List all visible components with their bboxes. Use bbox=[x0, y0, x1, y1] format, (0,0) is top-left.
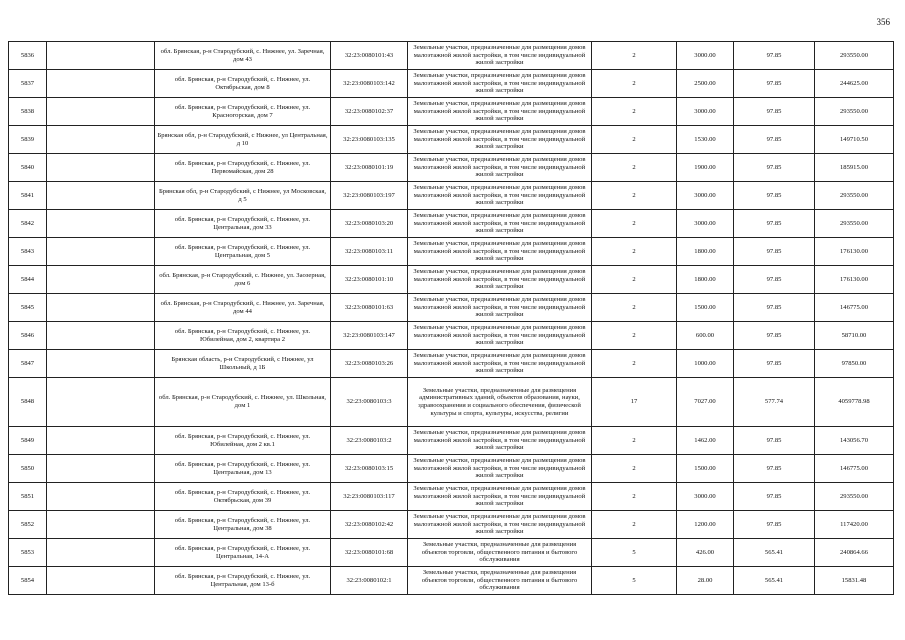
cadastral-number-cell: 32:23:0080102:1 bbox=[331, 567, 408, 595]
address-cell: обл. Брянская, р-н Стародубский, с. Нижнее, ул. Октябрьская, дом 39 bbox=[155, 483, 331, 511]
specific-value-cell: 97.85 bbox=[734, 294, 815, 322]
table-row bbox=[9, 539, 894, 567]
address-cell: обл. Брянская, р-н Стародубский, с. Нижнее, ул. Заречная, дом 43 bbox=[155, 42, 331, 70]
cadastral-value-cell: 244625.00 bbox=[815, 70, 894, 98]
area-cell: 1900.00 bbox=[677, 154, 734, 182]
cadastral-value-cell: 185915.00 bbox=[815, 154, 894, 182]
table-row bbox=[9, 42, 894, 70]
cadastral-value-cell: 146775.00 bbox=[815, 294, 894, 322]
cadastral-number-cell: 32:23:0080103:26 bbox=[331, 350, 408, 378]
table-row bbox=[9, 126, 894, 154]
land-use-cell: Земельные участки, предназначенные для размещения домов малоэтажной жилой застройки, в том числе индивидуальной жилой застройки bbox=[408, 42, 592, 70]
group-code-cell: 2 bbox=[592, 483, 677, 511]
address-cell: обл. Брянская, р-н Стародубский, с. Нижнее, ул. Заречная, дом 44 bbox=[155, 294, 331, 322]
land-use-cell: Земельные участки, предназначенные для размещения домов малоэтажной жилой застройки, в том числе индивидуальной жилой застройки bbox=[408, 126, 592, 154]
row-number: 5852 bbox=[9, 511, 47, 539]
group-code-cell: 2 bbox=[592, 427, 677, 455]
group-code-cell: 2 bbox=[592, 294, 677, 322]
row-number: 5838 bbox=[9, 98, 47, 126]
row-number: 5840 bbox=[9, 154, 47, 182]
area-cell: 3000.00 bbox=[677, 182, 734, 210]
cadastral-number-cell: 32:23:0080103:20 bbox=[331, 210, 408, 238]
table-row bbox=[9, 483, 894, 511]
cadastral-value-cell: 117420.00 bbox=[815, 511, 894, 539]
address-cell: обл. Брянская, р-н Стародубский, с. Нижнее, ул. Октябрьская, дом 8 bbox=[155, 70, 331, 98]
row-number: 5853 bbox=[9, 539, 47, 567]
area-cell: 1530.00 bbox=[677, 126, 734, 154]
specific-value-cell: 97.85 bbox=[734, 42, 815, 70]
cadastral-value-cell: 293550.00 bbox=[815, 483, 894, 511]
cadastral-value-cell: 176130.00 bbox=[815, 238, 894, 266]
area-cell: 1500.00 bbox=[677, 455, 734, 483]
land-use-cell: Земельные участки, предназначенные для размещения домов малоэтажной жилой застройки, в том числе индивидуальной жилой застройки bbox=[408, 455, 592, 483]
specific-value-cell: 97.85 bbox=[734, 455, 815, 483]
table-row bbox=[9, 350, 894, 378]
table-body bbox=[9, 42, 894, 595]
row-number: 5841 bbox=[9, 182, 47, 210]
specific-value-cell: 97.85 bbox=[734, 210, 815, 238]
cadastral-value-cell: 15831.48 bbox=[815, 567, 894, 595]
specific-value-cell: 577.74 bbox=[734, 378, 815, 427]
cadastral-number-cell: 32:23:0080102:37 bbox=[331, 98, 408, 126]
land-use-cell: Земельные участки, предназначенные для размещения домов малоэтажной жилой застройки, в том числе индивидуальной жилой застройки bbox=[408, 427, 592, 455]
group-code-cell: 2 bbox=[592, 455, 677, 483]
cadastral-value-cell: 293550.00 bbox=[815, 98, 894, 126]
address-cell: обл. Брянская, р-н Стародубский, с. Нижнее, ул. Центральная, дом 13-б bbox=[155, 567, 331, 595]
land-use-cell: Земельные участки, предназначенные для размещения домов малоэтажной жилой застройки, в том числе индивидуальной жилой застройки bbox=[408, 350, 592, 378]
empty-cell bbox=[47, 266, 155, 294]
cadastral-number-cell: 32:23:0080101:10 bbox=[331, 266, 408, 294]
row-number: 5848 bbox=[9, 378, 47, 427]
land-use-cell: Земельные участки, предназначенные для размещения домов малоэтажной жилой застройки, в том числе индивидуальной жилой застройки bbox=[408, 154, 592, 182]
empty-cell bbox=[47, 483, 155, 511]
row-number: 5851 bbox=[9, 483, 47, 511]
cadastral-number-cell: 32:23:0080101:63 bbox=[331, 294, 408, 322]
area-cell: 1800.00 bbox=[677, 238, 734, 266]
empty-cell bbox=[47, 539, 155, 567]
group-code-cell: 2 bbox=[592, 42, 677, 70]
row-number: 5837 bbox=[9, 70, 47, 98]
empty-cell bbox=[47, 567, 155, 595]
empty-cell bbox=[47, 322, 155, 350]
empty-cell bbox=[47, 511, 155, 539]
land-use-cell: Земельные участки, предназначенные для размещения домов малоэтажной жилой застройки, в том числе индивидуальной жилой застройки bbox=[408, 483, 592, 511]
land-use-cell: Земельные участки, предназначенные для размещения объектов торговли, общественного питания и бытового обслуживания bbox=[408, 539, 592, 567]
group-code-cell: 5 bbox=[592, 539, 677, 567]
specific-value-cell: 97.85 bbox=[734, 483, 815, 511]
table-row bbox=[9, 378, 894, 427]
land-use-cell: Земельные участки, предназначенные для размещения домов малоэтажной жилой застройки, в том числе индивидуальной жилой застройки bbox=[408, 98, 592, 126]
area-cell: 3000.00 bbox=[677, 483, 734, 511]
table-row bbox=[9, 455, 894, 483]
row-number: 5854 bbox=[9, 567, 47, 595]
table-row bbox=[9, 182, 894, 210]
group-code-cell: 2 bbox=[592, 98, 677, 126]
cadastral-number-cell: 32:23:0080103:11 bbox=[331, 238, 408, 266]
specific-value-cell: 97.85 bbox=[734, 182, 815, 210]
row-number: 5847 bbox=[9, 350, 47, 378]
group-code-cell: 2 bbox=[592, 210, 677, 238]
address-cell: обл. Брянская, р-н Стародубский, с. Нижнее, ул. Юбилейная, дом 2, квартира 2 bbox=[155, 322, 331, 350]
area-cell: 1200.00 bbox=[677, 511, 734, 539]
specific-value-cell: 97.85 bbox=[734, 238, 815, 266]
cadastral-value-cell: 146775.00 bbox=[815, 455, 894, 483]
group-code-cell: 2 bbox=[592, 238, 677, 266]
table-row bbox=[9, 322, 894, 350]
area-cell: 2500.00 bbox=[677, 70, 734, 98]
row-number: 5845 bbox=[9, 294, 47, 322]
specific-value-cell: 97.85 bbox=[734, 511, 815, 539]
area-cell: 1462.00 bbox=[677, 427, 734, 455]
land-use-cell: Земельные участки, предназначенные для размещения домов малоэтажной жилой застройки, в том числе индивидуальной жилой застройки bbox=[408, 294, 592, 322]
row-number: 5836 bbox=[9, 42, 47, 70]
row-number: 5849 bbox=[9, 427, 47, 455]
cadastral-number-cell: 32:23:0080101:43 bbox=[331, 42, 408, 70]
group-code-cell: 17 bbox=[592, 378, 677, 427]
specific-value-cell: 565.41 bbox=[734, 567, 815, 595]
specific-value-cell: 97.85 bbox=[734, 126, 815, 154]
empty-cell bbox=[47, 427, 155, 455]
cadastral-number-cell: 32:23:0080103:117 bbox=[331, 483, 408, 511]
table-row bbox=[9, 567, 894, 595]
page-number: 356 bbox=[876, 17, 890, 27]
address-cell: обл. Брянская, р-н Стародубский, с. Нижнее, ул. Центральная, 14-А bbox=[155, 539, 331, 567]
row-number: 5846 bbox=[9, 322, 47, 350]
row-number: 5850 bbox=[9, 455, 47, 483]
address-cell: обл. Брянская, р-н Стародубский, с. Нижнее, ул. Красногорская, дом 7 bbox=[155, 98, 331, 126]
empty-cell bbox=[47, 154, 155, 182]
group-code-cell: 2 bbox=[592, 154, 677, 182]
area-cell: 3000.00 bbox=[677, 210, 734, 238]
specific-value-cell: 97.85 bbox=[734, 154, 815, 182]
area-cell: 600.00 bbox=[677, 322, 734, 350]
address-cell: обл. Брянская, р-н Стародубский, с. Нижнее, ул. Юбилейная, дом 2 кв.1 bbox=[155, 427, 331, 455]
cadastral-value-cell: 58710.00 bbox=[815, 322, 894, 350]
table-row bbox=[9, 294, 894, 322]
empty-cell bbox=[47, 455, 155, 483]
cadastral-number-cell: 32:23:0080103:15 bbox=[331, 455, 408, 483]
table-row bbox=[9, 427, 894, 455]
table-row bbox=[9, 238, 894, 266]
area-cell: 28.00 bbox=[677, 567, 734, 595]
row-number: 5839 bbox=[9, 126, 47, 154]
address-cell: обл. Брянская, р-н Стародубский, с. Нижнее, ул. Центральная, дом 38 bbox=[155, 511, 331, 539]
specific-value-cell: 97.85 bbox=[734, 427, 815, 455]
area-cell: 1800.00 bbox=[677, 266, 734, 294]
cadastral-number-cell: 32:23:0080103:2 bbox=[331, 427, 408, 455]
cadastral-number-cell: 32:23:0080103:142 bbox=[331, 70, 408, 98]
table-row bbox=[9, 98, 894, 126]
land-use-cell: Земельные участки, предназначенные для размещения домов малоэтажной жилой застройки, в том числе индивидуальной жилой застройки bbox=[408, 511, 592, 539]
cadastral-value-cell: 149710.50 bbox=[815, 126, 894, 154]
address-cell: обл. Брянская, р-н Стародубский, с. Нижнее, ул. Первомайская, дом 28 bbox=[155, 154, 331, 182]
cadastral-value-cell: 293550.00 bbox=[815, 182, 894, 210]
area-cell: 3000.00 bbox=[677, 42, 734, 70]
group-code-cell: 2 bbox=[592, 350, 677, 378]
table-row bbox=[9, 70, 894, 98]
address-cell: Брянская обл, р-н Стародубский, с Нижнее, ул Центральная, д 10 bbox=[155, 126, 331, 154]
land-use-cell: Земельные участки, предназначенные для размещения домов малоэтажной жилой застройки, в том числе индивидуальной жилой застройки bbox=[408, 210, 592, 238]
address-cell: обл. Брянская, р-н Стародубский, с. Нижнее, ул. Заозерная, дом 6 bbox=[155, 266, 331, 294]
area-cell: 1500.00 bbox=[677, 294, 734, 322]
table-row bbox=[9, 210, 894, 238]
cadastral-value-cell: 97850.00 bbox=[815, 350, 894, 378]
row-number: 5842 bbox=[9, 210, 47, 238]
cadastral-value-cell: 143056.70 bbox=[815, 427, 894, 455]
group-code-cell: 2 bbox=[592, 322, 677, 350]
group-code-cell: 2 bbox=[592, 70, 677, 98]
group-code-cell: 2 bbox=[592, 182, 677, 210]
cadastral-number-cell: 32:23:0080101:68 bbox=[331, 539, 408, 567]
area-cell: 426.00 bbox=[677, 539, 734, 567]
empty-cell bbox=[47, 98, 155, 126]
row-number: 5843 bbox=[9, 238, 47, 266]
area-cell: 7027.00 bbox=[677, 378, 734, 427]
empty-cell bbox=[47, 182, 155, 210]
land-registry-table bbox=[8, 41, 894, 595]
land-use-cell: Земельные участки, предназначенные для размещения домов малоэтажной жилой застройки, в том числе индивидуальной жилой застройки bbox=[408, 238, 592, 266]
land-use-cell: Земельные участки, предназначенные для размещения домов малоэтажной жилой застройки, в том числе индивидуальной жилой застройки bbox=[408, 70, 592, 98]
specific-value-cell: 97.85 bbox=[734, 70, 815, 98]
empty-cell bbox=[47, 126, 155, 154]
address-cell: Брянская область, р-н Стародубский, с Нижнее, ул Школьный, д 1Б bbox=[155, 350, 331, 378]
empty-cell bbox=[47, 210, 155, 238]
group-code-cell: 2 bbox=[592, 511, 677, 539]
land-use-cell: Земельные участки, предназначенные для размещения домов малоэтажной жилой застройки, в том числе индивидуальной жилой застройки bbox=[408, 266, 592, 294]
specific-value-cell: 97.85 bbox=[734, 98, 815, 126]
table-row bbox=[9, 511, 894, 539]
table-row bbox=[9, 154, 894, 182]
cadastral-number-cell: 32:23:0080103:135 bbox=[331, 126, 408, 154]
row-number: 5844 bbox=[9, 266, 47, 294]
area-cell: 3000.00 bbox=[677, 98, 734, 126]
land-use-cell: Земельные участки, предназначенные для размещения административных зданий, объектов образования, науки, здравоохранения и социального обеспечения, физической культуры и спорта, культуры, искусства, религии bbox=[408, 378, 592, 427]
empty-cell bbox=[47, 238, 155, 266]
group-code-cell: 2 bbox=[592, 266, 677, 294]
group-code-cell: 5 bbox=[592, 567, 677, 595]
cadastral-value-cell: 240864.66 bbox=[815, 539, 894, 567]
cadastral-number-cell: 32:23:0080103:147 bbox=[331, 322, 408, 350]
area-cell: 1000.00 bbox=[677, 350, 734, 378]
cadastral-number-cell: 32:23:0080102:42 bbox=[331, 511, 408, 539]
group-code-cell: 2 bbox=[592, 126, 677, 154]
address-cell: обл. Брянская, р-н Стародубский, с. Нижнее, ул. Школьная, дом 1 bbox=[155, 378, 331, 427]
empty-cell bbox=[47, 42, 155, 70]
empty-cell bbox=[47, 294, 155, 322]
cadastral-value-cell: 4059778.98 bbox=[815, 378, 894, 427]
address-cell: обл. Брянская, р-н Стародубский, с. Нижнее, ул. Центральная, дом 33 bbox=[155, 210, 331, 238]
land-use-cell: Земельные участки, предназначенные для размещения домов малоэтажной жилой застройки, в том числе индивидуальной жилой застройки bbox=[408, 322, 592, 350]
cadastral-number-cell: 32:23:0080101:19 bbox=[331, 154, 408, 182]
table-row bbox=[9, 266, 894, 294]
empty-cell bbox=[47, 350, 155, 378]
cadastral-value-cell: 293550.00 bbox=[815, 42, 894, 70]
empty-cell bbox=[47, 378, 155, 427]
specific-value-cell: 97.85 bbox=[734, 350, 815, 378]
address-cell: Брянская обл, р-н Стародубский, с Нижнее, ул Московская, д 5 bbox=[155, 182, 331, 210]
address-cell: обл. Брянская, р-н Стародубский, с. Нижнее, ул. Центральная, дом 13 bbox=[155, 455, 331, 483]
cadastral-number-cell: 32:23:0080103:3 bbox=[331, 378, 408, 427]
specific-value-cell: 97.85 bbox=[734, 266, 815, 294]
specific-value-cell: 565.41 bbox=[734, 539, 815, 567]
address-cell: обл. Брянская, р-н Стародубский, с. Нижнее, ул. Центральная, дом 5 bbox=[155, 238, 331, 266]
land-use-cell: Земельные участки, предназначенные для размещения домов малоэтажной жилой застройки, в том числе индивидуальной жилой застройки bbox=[408, 182, 592, 210]
land-use-cell: Земельные участки, предназначенные для размещения объектов торговли, общественного питания и бытового обслуживания bbox=[408, 567, 592, 595]
cadastral-value-cell: 293550.00 bbox=[815, 210, 894, 238]
empty-cell bbox=[47, 70, 155, 98]
specific-value-cell: 97.85 bbox=[734, 322, 815, 350]
cadastral-value-cell: 176130.00 bbox=[815, 266, 894, 294]
cadastral-number-cell: 32:23:0080103:197 bbox=[331, 182, 408, 210]
